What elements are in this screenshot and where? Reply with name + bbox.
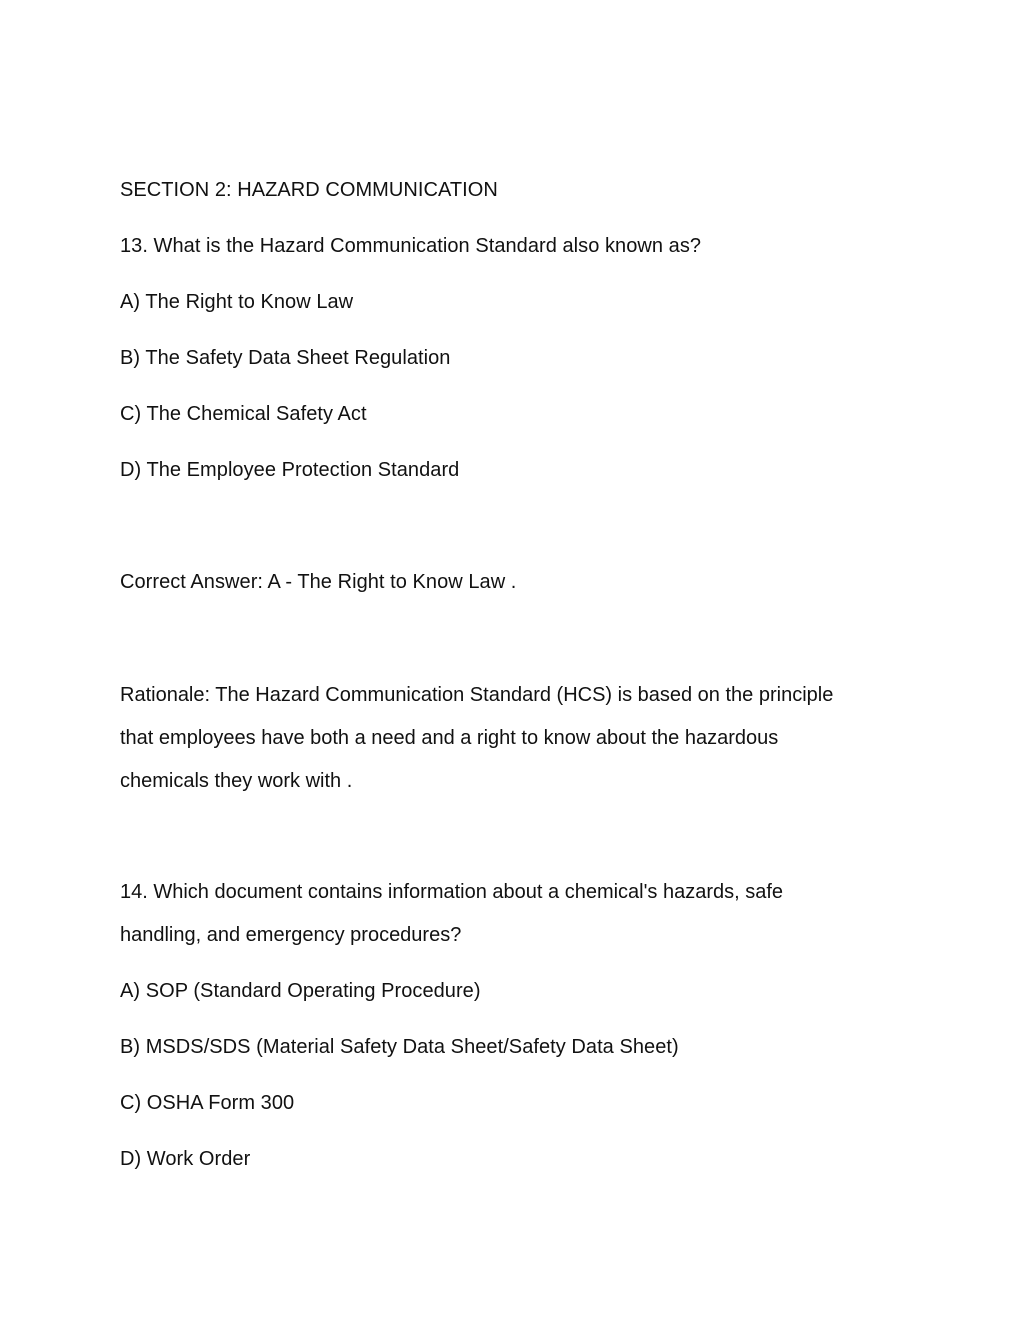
question-line: handling, and emergency procedures? <box>120 924 462 946</box>
question-line: 14. Which document contains information about a chemical's hazards, safe <box>120 881 784 903</box>
q13-correct-answer: Correct Answer: A - The Right to Know Law . <box>120 571 517 593</box>
q14-option-b: B) MSDS/SDS (Material Safety Data Sheet/Safety Data Sheet) <box>120 1036 679 1058</box>
q13-rationale <box>120 674 900 803</box>
q13-option-a: A) The Right to Know Law <box>120 291 354 313</box>
q14-option-c: C) OSHA Form 300 <box>120 1092 295 1114</box>
q14-option-a: A) SOP (Standard Operating Procedure) <box>120 980 481 1002</box>
q13-option-b: B) The Safety Data Sheet Regulation <box>120 347 451 369</box>
rationale-line: that employees have both a need and a right to know about the hazardous <box>120 727 779 749</box>
rationale-line: Rationale: The Hazard Communication Standard (HCS) is based on the principle <box>120 684 834 706</box>
question-13: 13. What is the Hazard Communication Standard also known as? <box>120 235 702 257</box>
section-title: SECTION 2: HAZARD COMMUNICATION <box>120 179 498 201</box>
q13-option-c: C) The Chemical Safety Act <box>120 403 367 425</box>
rationale-line: chemicals they work with . <box>120 770 353 792</box>
q13-option-d: D) The Employee Protection Standard <box>120 459 460 481</box>
q14-option-d: D) Work Order <box>120 1148 251 1170</box>
question-14 <box>120 871 900 957</box>
